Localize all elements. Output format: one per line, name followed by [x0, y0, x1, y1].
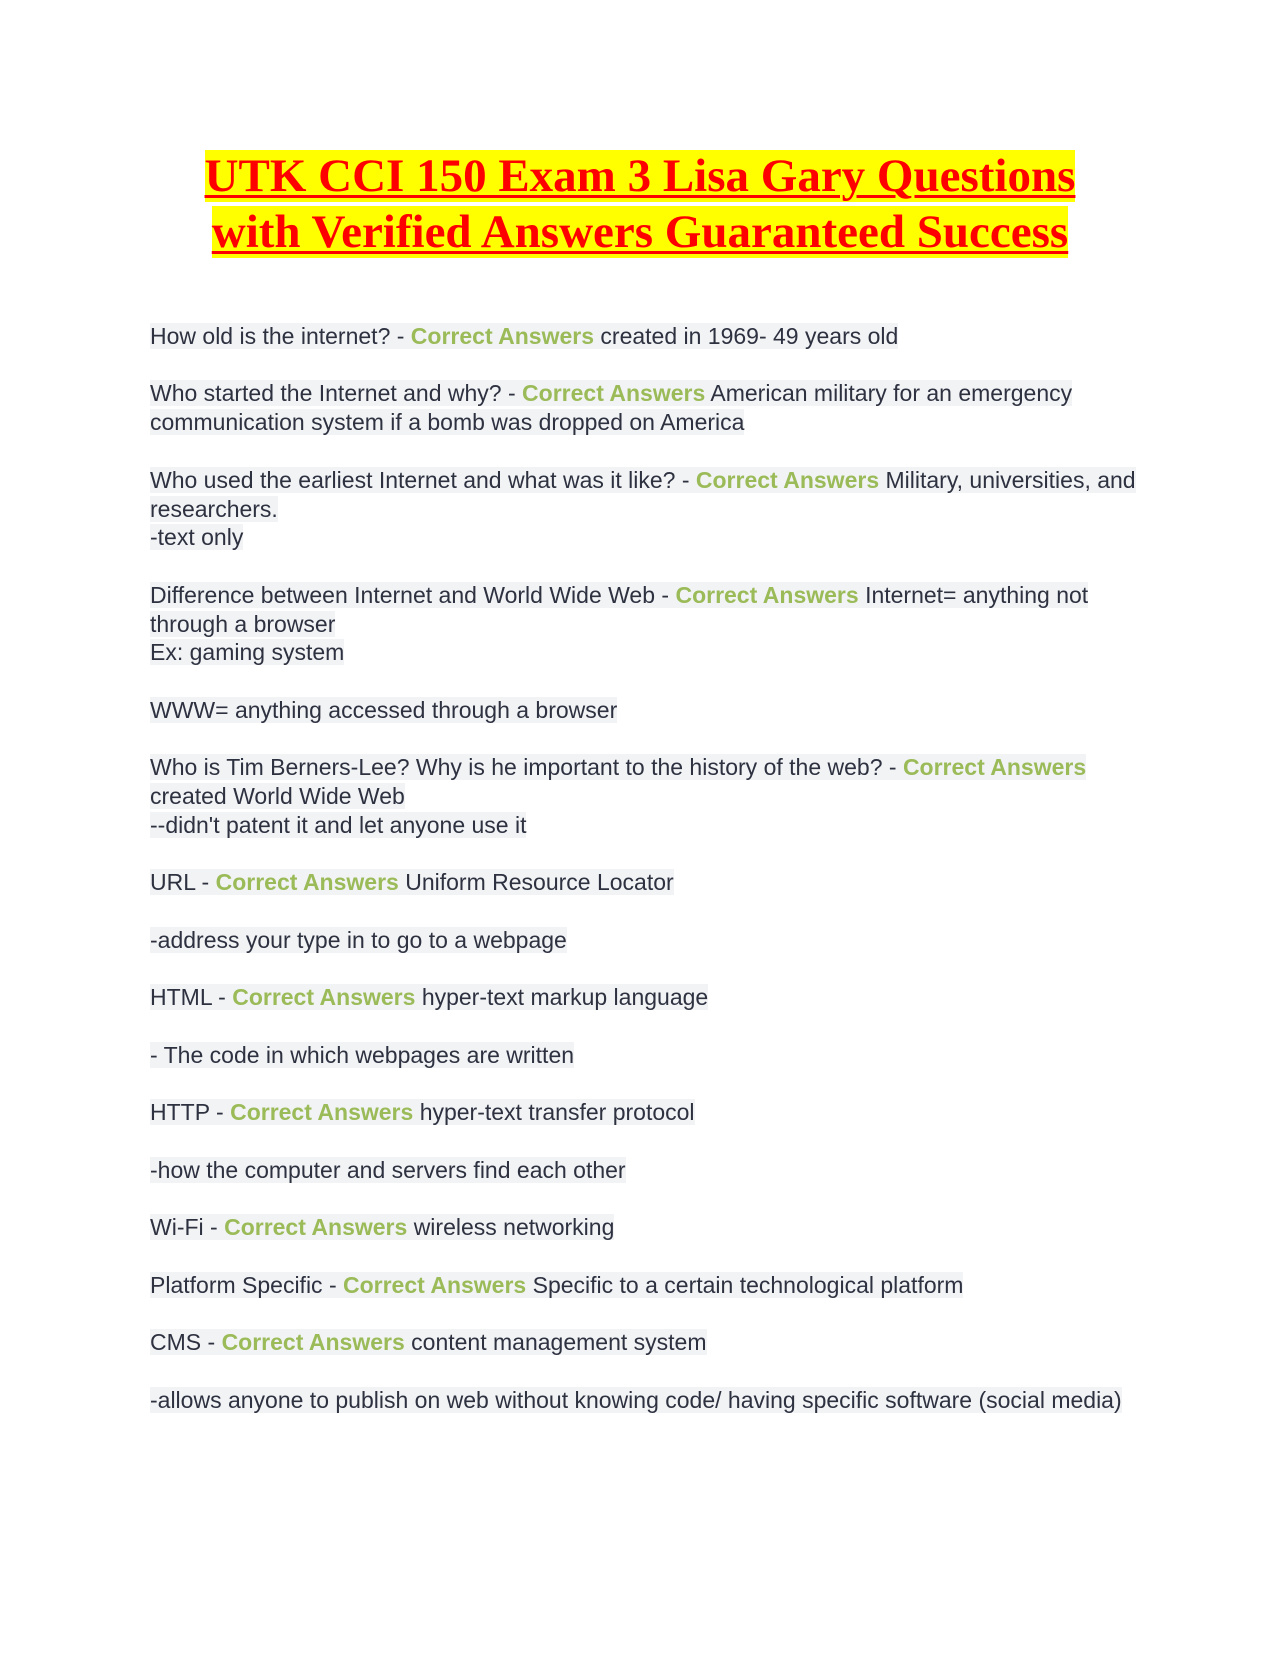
answer-text: hyper-text transfer protocol — [419, 1099, 695, 1126]
qa-item — [150, 868, 1150, 897]
note-text: -address your type in to go to a webpage — [150, 926, 567, 953]
qa-item — [150, 753, 1150, 839]
question-text: Difference between Internet and World Wide Web - — [150, 581, 676, 608]
note-text: -allows anyone to publish on web without knowing code/ having specific software (social media) — [150, 1386, 1122, 1413]
qa-first-line — [150, 1329, 707, 1355]
correct-answers-label: Correct Answers — [221, 1329, 405, 1356]
qa-first-line — [150, 869, 674, 895]
question-text: Platform Specific - — [150, 1271, 343, 1298]
document-title — [140, 148, 1140, 260]
qa-first-line — [150, 754, 1086, 809]
question-text: Who started the Internet and why? - — [150, 380, 523, 407]
question-text: CMS - — [150, 1329, 222, 1356]
correct-answers-label: Correct Answers — [232, 984, 416, 1011]
answer-text: content management system — [411, 1329, 707, 1356]
correct-answers-label: Correct Answers — [215, 869, 399, 896]
note-paragraph — [150, 696, 1150, 725]
correct-answers-label: Correct Answers — [902, 754, 1087, 781]
qa-first-line — [150, 1272, 963, 1298]
note-text: -how the computer and servers find each other — [150, 1156, 626, 1183]
qa-item — [150, 1213, 1150, 1242]
note-paragraph — [150, 926, 1150, 955]
qa-item — [150, 1328, 1150, 1357]
qa-first-line — [150, 582, 1088, 637]
question-text: URL - — [150, 869, 216, 896]
qa-item — [150, 466, 1150, 552]
qa-item — [150, 1271, 1150, 1300]
qa-first-line — [150, 984, 708, 1010]
qa-first-line — [150, 380, 1072, 435]
answer-text: Uniform Resource Locator — [405, 869, 674, 896]
correct-answers-label: Correct Answers — [224, 1214, 408, 1241]
answer-text: American military for an emergency communication system if a bomb was dropped on America — [150, 380, 1073, 436]
qa-first-line — [150, 323, 898, 349]
correct-answers-label: Correct Answers — [343, 1271, 527, 1298]
answer-text: created in 1969- 49 years old — [600, 323, 899, 349]
answer-extra-line: --didn't patent it and let anyone use it — [150, 812, 527, 838]
note-paragraph — [150, 1156, 1150, 1185]
question-text: Who is Tim Berners-Lee? Why is he important to the history of the web? - — [150, 754, 903, 781]
question-text: Wi-Fi - — [150, 1214, 225, 1241]
qa-first-line — [150, 1099, 695, 1125]
answer-extra-line: -text only — [150, 524, 244, 551]
qa-list — [150, 322, 1150, 1443]
correct-answers-label: Correct Answers — [522, 380, 706, 407]
correct-answers-label: Correct Answers — [230, 1099, 414, 1126]
answer-text: Specific to a certain technological platform — [532, 1271, 964, 1298]
answer-text: wireless networking — [413, 1214, 615, 1241]
question-text: How old is the internet? - — [150, 323, 411, 349]
qa-first-line — [150, 467, 1136, 522]
qa-item — [150, 322, 1150, 351]
qa-item — [150, 581, 1150, 667]
title-line-1: UTK CCI 150 Exam 3 Lisa Gary Questions — [204, 150, 1076, 202]
correct-answers-label: Correct Answers — [695, 466, 880, 493]
title-line-2: with Verified Answers Guaranteed Success — [211, 206, 1069, 258]
qa-item — [150, 983, 1150, 1012]
qa-item — [150, 379, 1150, 437]
answer-text: Internet= anything not through a browser — [150, 581, 1089, 637]
correct-answers-label: Correct Answers — [410, 323, 595, 349]
question-text: Who used the earliest Internet and what was it like? - — [150, 466, 696, 493]
answer-extra-line: Ex: gaming system — [150, 639, 345, 666]
question-text: HTTP - — [150, 1099, 231, 1126]
correct-answers-label: Correct Answers — [675, 581, 859, 608]
note-text: - The code in which webpages are written — [150, 1041, 575, 1068]
note-paragraph — [150, 1386, 1150, 1415]
answer-text: Military, universities, and researchers. — [150, 466, 1136, 522]
qa-first-line — [150, 1214, 614, 1240]
answer-text: hyper-text markup language — [421, 984, 709, 1011]
note-text: WWW= anything accessed through a browser — [150, 696, 618, 723]
note-paragraph — [150, 1041, 1150, 1070]
question-text: HTML - — [150, 984, 233, 1011]
answer-text: created World Wide Web — [150, 783, 405, 810]
qa-item — [150, 1098, 1150, 1127]
